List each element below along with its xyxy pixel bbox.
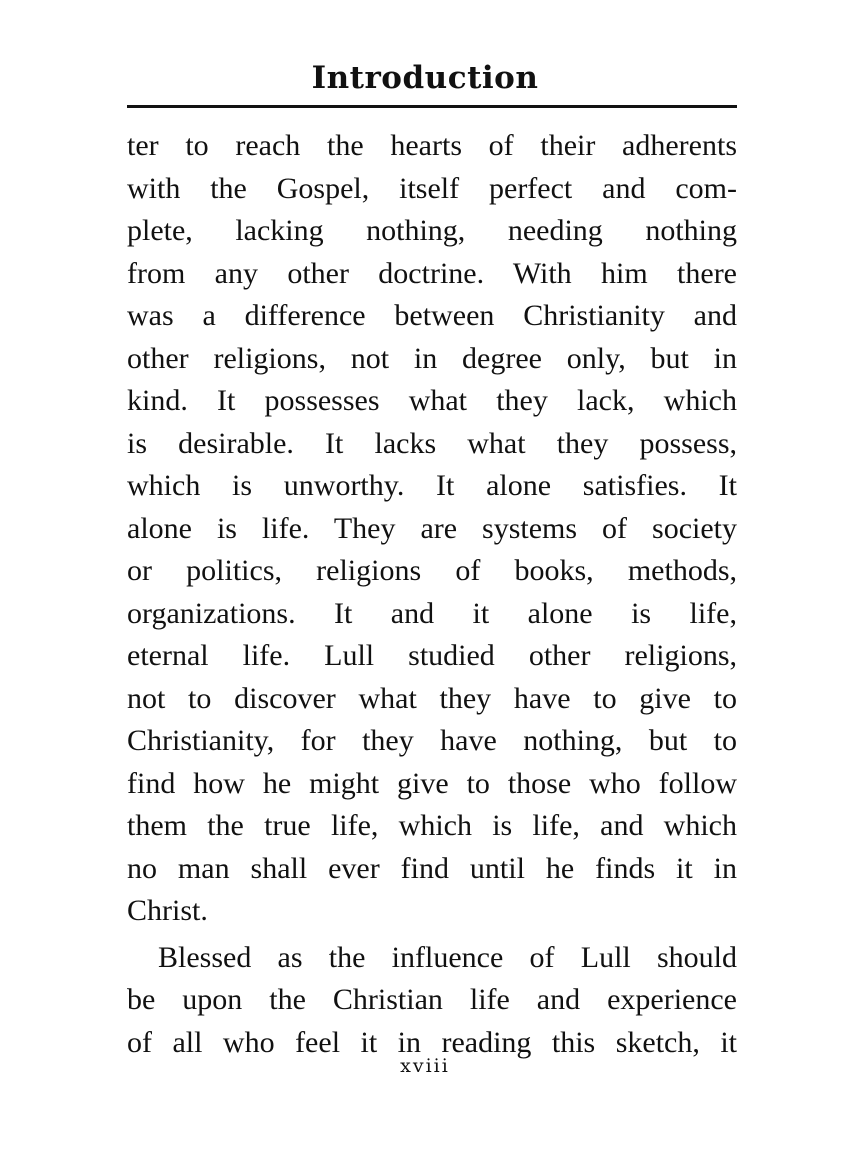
text-line: alone is life. They are systems of society xyxy=(127,511,737,545)
running-head: Introduction xyxy=(311,60,539,96)
text-line: no man shall ever find until he finds it in xyxy=(127,851,737,885)
text-line: ter to reach the hearts of their adherents xyxy=(127,129,737,162)
text-line: eternal life. Lull studied other religions, xyxy=(127,639,737,672)
text-line: of all who feel it in reading this sketch, it xyxy=(127,1025,737,1059)
text-line: which is unworthy. It alone satisfies. It xyxy=(127,469,737,502)
text-line: from any other doctrine. With him there xyxy=(127,256,737,290)
text-line: them the true life, which is life, and which xyxy=(127,809,737,842)
text-line: or politics, religions of books, methods, xyxy=(127,554,737,587)
text-line: with the Gospel, itself perfect and com- xyxy=(127,171,737,205)
page-number: xviii xyxy=(400,1055,450,1077)
paragraph xyxy=(127,125,737,933)
text-line: kind. It possesses what they lack, which xyxy=(127,384,737,417)
text-line: Christ. xyxy=(127,894,208,927)
text-line: find how he might give to those who follow xyxy=(127,766,737,800)
text-line: plete, lacking nothing, needing nothing xyxy=(127,214,737,247)
text-line: was a difference between Christianity and xyxy=(127,299,737,332)
text-line: other religions, not in degree only, but in xyxy=(127,341,737,375)
text-line: is desirable. It lacks what they possess, xyxy=(127,426,737,460)
paragraph xyxy=(127,937,737,1065)
text-line: not to discover what they have to give to xyxy=(127,681,737,715)
text-line: Blessed as the influence of Lull should xyxy=(158,940,737,974)
text-line: organizations. It and it alone is life, xyxy=(127,596,737,630)
header-rule xyxy=(127,105,737,108)
text-line: Christianity, for they have nothing, but to xyxy=(127,724,737,757)
text-line: be upon the Christian life and experience xyxy=(127,983,737,1016)
body-text xyxy=(127,125,737,1064)
